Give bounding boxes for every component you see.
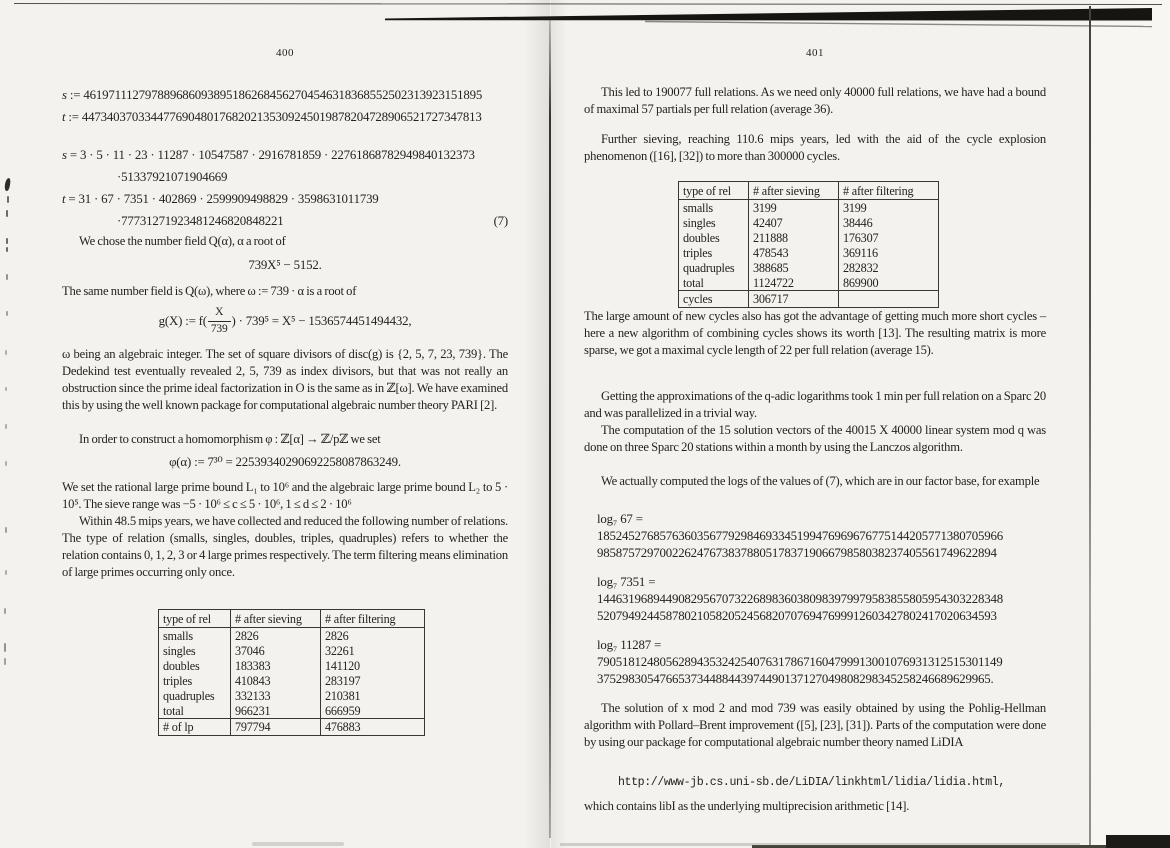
table-cell: 176307 [839,230,939,245]
scan-right-margin [1091,0,1170,848]
table-header-row [679,182,939,200]
math-expression: ) · 739⁵ = X⁵ − 1536574451494432, [231,313,412,328]
table-cell: smalls [679,200,749,216]
table-footer-row [159,719,425,736]
table-header-cell: type of rel [159,610,231,628]
math-variable: t [62,192,66,206]
table-cell: 476883 [321,719,425,736]
table-row [159,688,425,703]
paragraph-large-amount: The large amount of new cycles also has got the advantage of getting much more short cycles – here a new algorithm of combining cycles shows its worth [13]. The resulting matrix is more sparse, we got a maximal cycle length of 22 per full relation (average 15). [584,309,1046,357]
paragraph-homomorphism: In order to construct a homomorphism φ : ℤ[α] → ℤ/pℤ we set [79,432,381,446]
scan-speck [5,461,7,466]
scan-speck [7,196,9,203]
scan-speck [4,643,6,652]
scan-speck [4,608,6,614]
log-digits: 14463196894490829567073226898360380983979979583855805954303228348 [597,592,1003,606]
lidia-url: http://www-jb.cs.uni-sb.de/LiDIA/linkhtml/lidia/lidia.html, [618,776,1005,789]
equation-number-7: (7) [493,214,508,228]
paragraph-further-sieving: Further sieving, reaching 110.6 mips years, led with the aid of the cycle explosion phenomenon ([16], [32]) to more than 300000 cycles. [584,132,1046,163]
page-edge-line [1089,6,1091,846]
table-cell: triples [679,245,749,260]
table-cell: singles [679,215,749,230]
fraction-denominator: 739 [210,322,228,335]
table-cell: 282832 [839,260,939,275]
scan-speck [6,238,8,244]
equation-s-factorization [62,144,508,166]
table-cell: 306717 [749,291,839,308]
table-cell: 332133 [231,688,321,703]
log-value-11287 [597,637,1046,688]
scan-speck [5,387,7,391]
table-row [679,245,939,260]
log-digits: 18524527685763603567792984693345199476969676775144205771380705966 [597,529,1003,543]
table-cell: 966231 [231,703,321,719]
math-value: 3 · 5 · 11 · 23 · 11287 · 10547587 · 2916781859 · 22761868782949840132373 [79,148,475,162]
bottom-scan-block [1106,835,1170,848]
fraction [208,307,231,335]
right-page-body [584,84,1046,815]
log-digits: 5207949244587802105820524568207076947699912603427802417020634593 [597,609,997,623]
table-cell: cycles [679,291,749,308]
table-footer-row [679,291,939,308]
scan-speck [5,527,7,533]
table-cell [839,291,939,308]
scan-speck [5,350,7,355]
equation-phi: φ(α) := 7³⁰ = 22539340290692258087863249. [169,455,401,469]
table-cell: singles [159,643,231,658]
table-header-cell: type of rel [679,182,749,200]
page-number: 401 [806,47,824,59]
math-variable: s [62,148,67,162]
bottom-scan-smudge [252,842,344,846]
gutter-line [549,18,551,838]
table-cell: doubles [159,658,231,673]
table-cell: 410843 [231,673,321,688]
log-digits: 375298305476653734488443974490137127049808298345258246689629965. [597,672,994,686]
math-relation: := [68,110,79,124]
log-digits: 9858757297002262476738378805178371906679858038237405561749622894 [597,546,997,560]
scan-speck [4,178,11,192]
math-relation: := [69,88,81,102]
table-cell: 2826 [321,628,425,644]
scan-speck [6,210,8,217]
table-cell: 2826 [231,628,321,644]
math-value: ·51337921071904669 [117,170,228,184]
math-value: ·77731271923481246820848221 [117,214,284,228]
table-row [679,200,939,216]
table-header-row [159,610,425,628]
math-value: 31 · 67 · 7351 · 402869 · 2599909498829 · 3598631011739 [78,192,379,206]
math-variable: s [62,88,67,102]
table-row [159,628,425,644]
scan-speck [5,570,7,575]
table-cell: smalls [159,628,231,644]
relations-table-401 [678,181,939,308]
table-cell: 1124722 [749,275,839,291]
scan-speck [6,247,8,252]
table-header-cell: # after sieving [231,610,321,628]
table-header-cell: # after filtering [839,182,939,200]
table-row [679,215,939,230]
log-value-7351 [597,574,1046,625]
table-row [679,230,939,245]
paragraph-getting-approximations: Getting the approximations of the q-adic logarithms took 1 min per full relation on a Sparc 20 and was parallelized in a trivial way. [584,389,1046,420]
table-cell: 32261 [321,643,425,658]
equation-polynomial: 739X⁵ − 5152. [248,258,322,272]
scan-top-bar [0,0,1170,36]
log-lhs: log₇ 67 = [597,512,643,526]
table-cell: 37046 [231,643,321,658]
table-cell: 388685 [749,260,839,275]
paragraph-omega-integer: ω being an algebraic integer. The set of square divisors of disc(g) is {2, 5, 7, 23, 739}. The Dedekind test eventually revealed 2, 5, 739 as index divisors, but that was not really an obstruction since the prime ideal factorization in O is the same as in ℤ[ω]. We have examined this by using the well known package for computational algebraic number theory PARI [2]. [62,347,508,412]
table-cell: 369116 [839,245,939,260]
table-cell: 478543 [749,245,839,260]
math-value: 4619711127978896860938951862684562704546318368552502313923151895 [83,88,483,102]
table-cell: triples [159,673,231,688]
table-cell: # of lp [159,719,231,736]
bottom-scan-smudge [560,843,1080,846]
paragraph-this-led: This led to 190077 full relations. As we need only 40000 full relations, we have had a bound of maximal 57 partials per full relation (average 36). [584,85,1046,116]
paragraph-prime-bounds: We set the rational large prime bound L₁ to 10⁶ and the algebraic large prime bound L₂ to 5 · 10⁵. The sieve range was −5 · 10⁶ ≤ c ≤ 5 · 10⁶, 1 ≤ d ≤ 2 · 10⁶ [62,480,508,511]
table-cell: total [679,275,749,291]
table-cell: 3199 [839,200,939,216]
table-header-cell: # after filtering [321,610,425,628]
log-lhs: log₇ 11287 = [597,638,662,652]
math-expression: g(X) := f( [158,313,207,328]
table-row [679,260,939,275]
scan-speck [6,311,8,316]
table-cell: quadruples [159,688,231,703]
equation-t-factorization [62,188,508,210]
log-lhs: log₇ 7351 = [597,575,656,589]
table-cell: 38446 [839,215,939,230]
table-cell: 42407 [749,215,839,230]
table-cell: 210381 [321,688,425,703]
paragraph-chose-number-field: We chose the number field Q(α), α a root of [79,234,286,248]
scan-speck [6,274,8,280]
math-variable: t [62,110,66,124]
paragraph-computation-vectors: The computation of the 15 solution vectors of the 40015 X 40000 linear system mod q was done on three Sparc 20 stations within a month by using the Lanczos algorithm. [584,423,1046,454]
math-relation: = [69,148,77,162]
table-cell: quadruples [679,260,749,275]
table-row [679,275,939,291]
table-row [159,658,425,673]
fraction-numerator: X [208,307,231,322]
table-row [159,703,425,719]
table-cell: 283197 [321,673,425,688]
paragraph-which-contains: which contains libI as the underlying multiprecision arithmetic [14]. [584,799,910,813]
gutter-shadow [551,0,567,848]
equation-g [62,303,508,339]
table-cell: 141120 [321,658,425,673]
log-digits: 79051812480562894353242540763178671604799913001076931312515301149 [597,655,1003,669]
scan-speck [4,658,6,665]
table-cell: doubles [679,230,749,245]
table-header-cell: # after sieving [749,182,839,200]
table-cell: 869900 [839,275,939,291]
paragraph-same-number-field: The same number field is Q(ω), where ω := 739 · α is a root of [62,284,357,298]
math-relation: = [68,192,76,206]
relations-table-400 [158,609,425,736]
table-cell: 797794 [231,719,321,736]
left-page-body [62,84,508,736]
page-number: 400 [276,47,294,59]
scan-speck [5,424,7,429]
log-value-67 [597,511,1046,562]
table-row [159,643,425,658]
gutter-shadow [524,0,550,848]
table-cell: total [159,703,231,719]
table-cell: 211888 [749,230,839,245]
equation-s-factorization-cont [62,166,508,188]
table-cell: 3199 [749,200,839,216]
paragraph-within-mips: Within 48.5 mips years, we have collected and reduced the following number of relations. The type of relation (smalls, singles, doubles, triples, quadruples) refers to whether the relation contains 0, 1, 2, 3 or 4 large primes respectively. The term filtering means elimination of large primes occurring only once. [62,514,508,579]
table-cell: 666959 [321,703,425,719]
equation-t-definition [62,106,508,128]
paragraph-solution: The solution of x mod 2 and mod 739 was easily obtained by using the Pohlig-Hellman algorithm with Pollard–Brent improvement ([5], [23], [31]). Parts of the computation were done by using our package for computational algebraic number theory named LiDIA [584,701,1046,749]
equation-t-factorization-cont [62,210,508,232]
equation-s-definition [62,84,508,106]
paragraph-actually-computed: We actually computed the logs of the values of (7), which are in our factor base, for example [601,474,1040,488]
math-value: 4473403703344776904801768202135309245019878204728906521727347813 [81,110,482,124]
table-cell: 183383 [231,658,321,673]
table-row [159,673,425,688]
